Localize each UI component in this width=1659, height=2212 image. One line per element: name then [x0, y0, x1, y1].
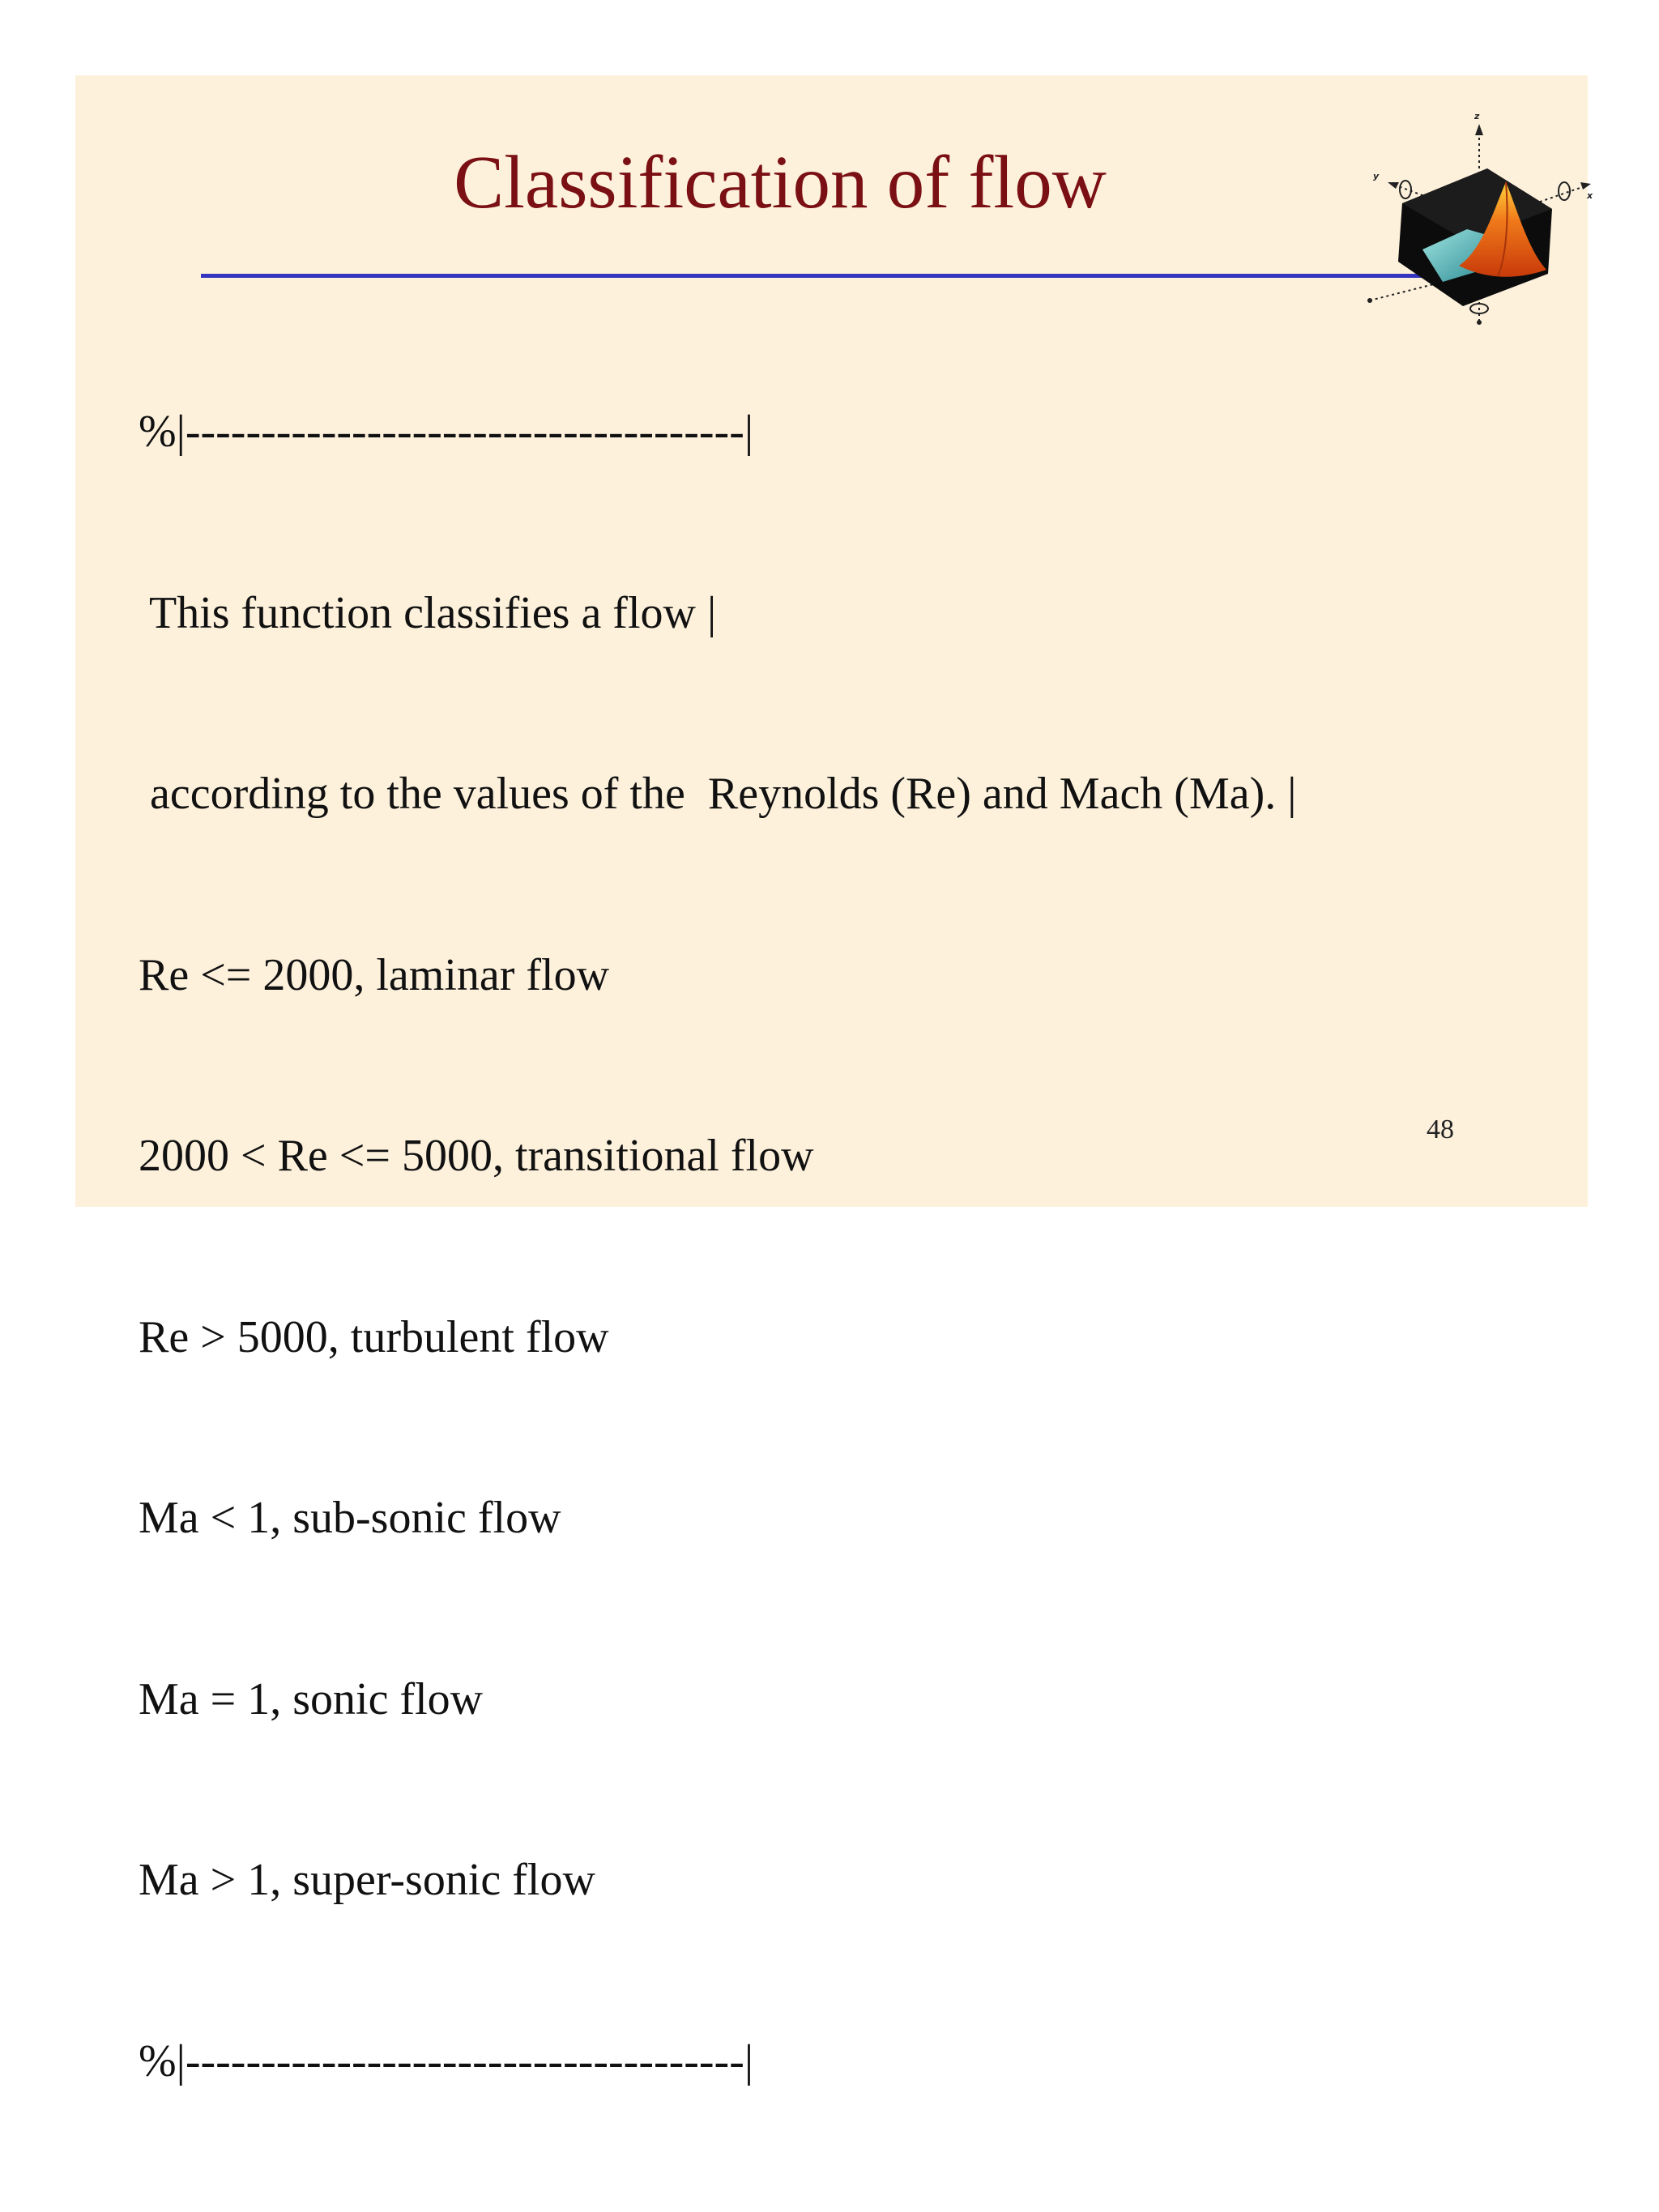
description-line: according to the values of the Reynolds (Re) and Mach (Ma). |	[139, 769, 1297, 819]
page-number: 48	[1427, 1115, 1454, 1144]
slide	[75, 75, 1593, 2086]
reynolds-turbulent-line: Re > 5000, turbulent flow	[139, 1311, 609, 1362]
axis-label-y: y	[1373, 171, 1380, 181]
axis-label-x: x	[1587, 190, 1593, 201]
mach-sonic-line: Ma = 1, sonic flow	[139, 1673, 484, 1724]
reynolds-laminar-line: Re <= 2000, laminar flow	[139, 949, 610, 1000]
matlab-logo-icon	[1362, 108, 1597, 335]
body-text	[139, 281, 1296, 2212]
mach-subsonic-line: Ma < 1, sub-sonic flow	[139, 1493, 561, 1543]
reynolds-transitional-line: 2000 < Re <= 5000, transitional flow	[139, 1131, 814, 1181]
code-comment-border: %|-------------------------------------|	[139, 2035, 754, 2086]
title-divider	[201, 274, 1497, 278]
description-line: This function classifies a flow |	[139, 587, 717, 638]
slide-title: Classification of flow	[454, 141, 1107, 224]
mach-supersonic-line: Ma > 1, super-sonic flow	[139, 1855, 595, 1905]
code-comment-border: %|-------------------------------------|	[139, 407, 754, 457]
axis-label-z: z	[1474, 111, 1480, 121]
